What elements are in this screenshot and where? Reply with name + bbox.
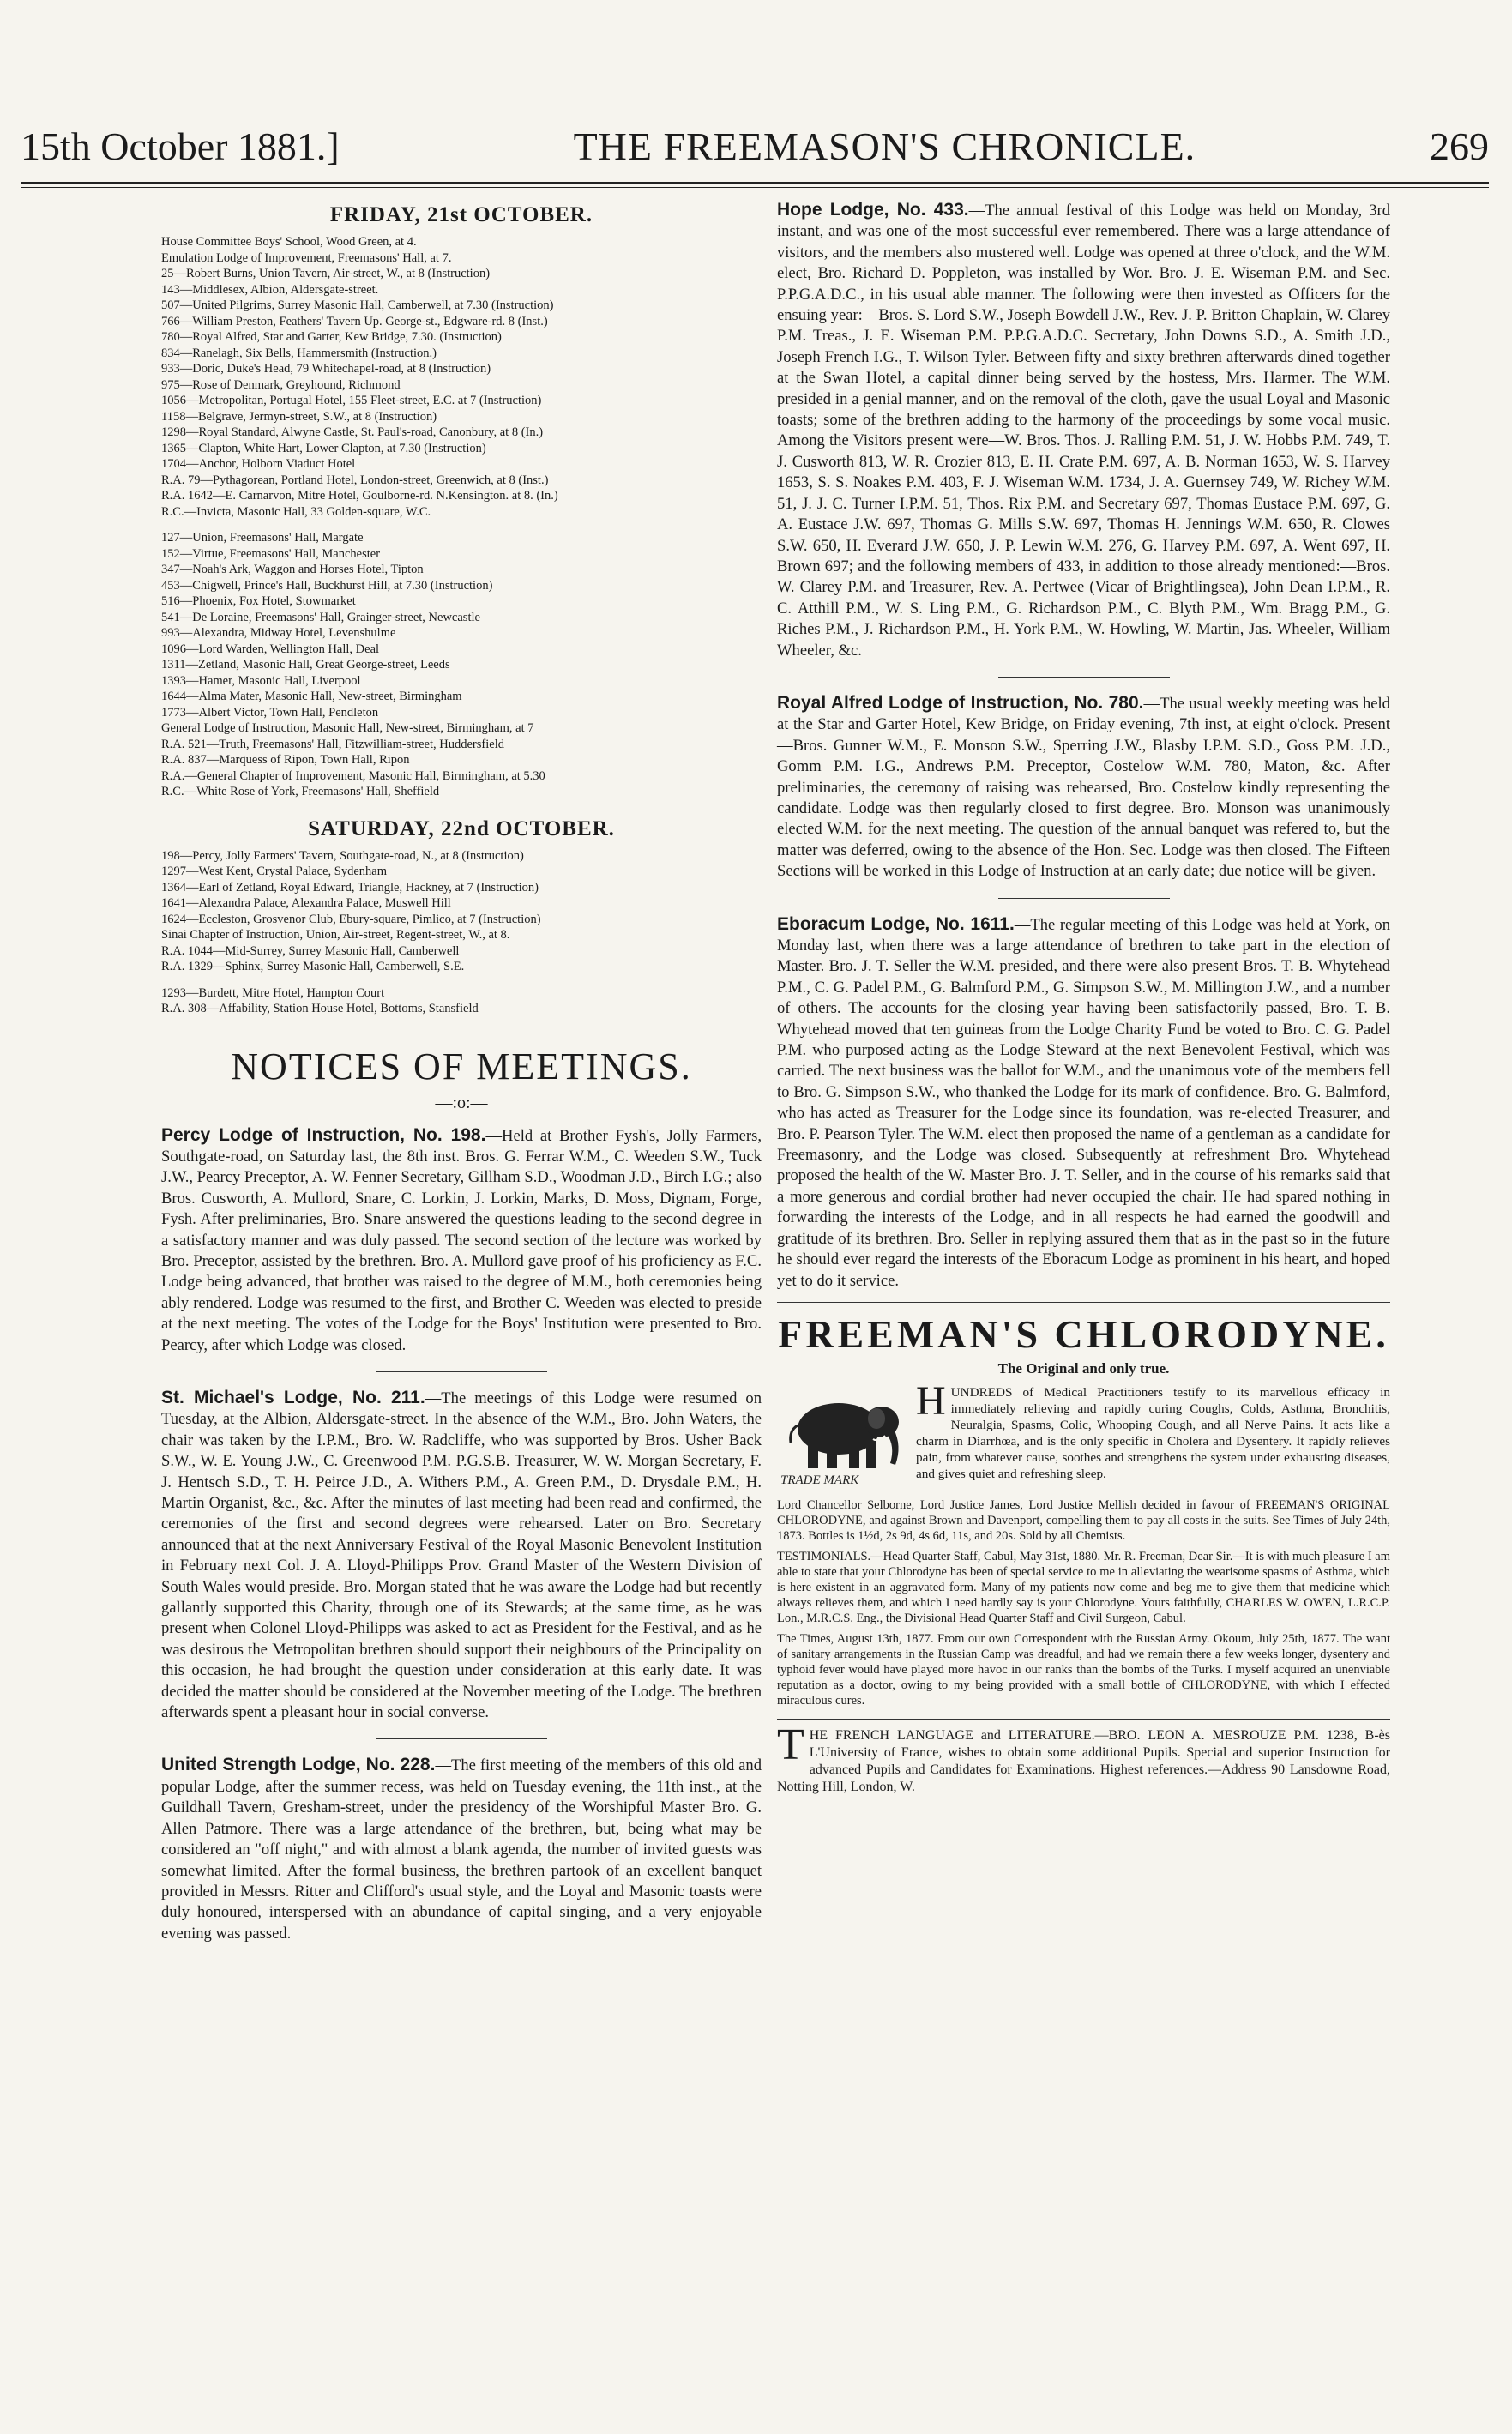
right-column <box>777 193 1390 1796</box>
meeting-line: 993—Alexandra, Midway Hotel, Levenshulme <box>161 626 396 640</box>
saturday-meetings <box>161 848 762 975</box>
article-body: —The regular meeting of this Lodge was held at York, on Monday last, when there was a large attendance of brethren to take part in the election of Master. Bro. J. T. Seller the W.M. presided, and there were also present Bros. T. B. Whytehead P.M., C. G. Padel P.M., G. Balmford P.M., G. Simpson S.W., M. Millington J.W., and a number of others. The accounts for the closing year having been satisfactorily passed, Bro. T. B. Whytehead moved that ten guineas from the Lodge Charity Fund be voted to Bro. C. G. Padel P.M. who purposed acting as the Lodge Steward at the next Benevolent Festival, which was carried. The next business was the ballot for W.M., and the unanimous vote of the members fell to Bro. G. Simpson S.W., who thanked the Lodge for its mark of confidence. Bro. G. Balmford, who has acted as Treasurer for the Lodge since its foundation, was re-elected Treasurer, and Bro. P. Pearson Tyler. The W.M. elect then proposed the name of a gentleman as a candidate for Freemasonry, and the Lodge was closed. Subsequently at refreshment Bro. Whytehead proposed the health of the W. Master Bro. J. T. Seller, and in the course of his remarks said that a more generous and cordial brother had never occupied the chair. He had spared nothing in forwarding the interests of the Lodge, and in all respects he had earned the goodwill and gratitude of its brethren. Bro. Seller in replying assured them that as in the past so in the future he should ever regard the interests of the Eboracum Lodge as prominent in his heart, and hoped yet to do it service. <box>777 915 1390 1290</box>
article-body: —The meetings of this Lodge were resumed on Tuesday, at the Albion, Aldersgate-street. In the absence of the W.M., Bro. John Waters, the chair was taken by the I.P.M., Bro. W. Radcliffe, who was supported by Bros. Usher Back S.W., W. E. Young J.W., C. Greenwood P.M. P.G.S.B. Treasurer, W. W. Morgan Secretary, F. J. Hentsch S.D., T. H. Peirce J.D., A. Withers P.M., A. Green P.M., D. Drysdale P.M., H. Martin Organist, &c., &c. After the minutes of last meeting had been read and confirmed, the ceremonies of the first and second degrees were rehearsed. Later on Bro. Secretary announced that at the next Anniversary Festival of the Royal Masonic Benevolent Institution in February next Col. J. A. Lloyd-Philipps Prov. Grand Master of the Western Division of South Wales would preside. Bro. Morgan stated that he was aware the Lodge had but recently gallantly supported this Charity, through one of its Stewards; at the same time, as he was present when Colonel Lloyd-Philipps was asked to act as President for the Festival, and as he was desirous the Metropolitan brethren should support their neighbours of the Principality on this occasion, he had brought the question under consideration at this early date. It was decided the matter should be considered at the November meeting of the Lodge. The brethren afterwards spent a pleasant hour in social converse. <box>161 1389 762 1722</box>
advert-testimonial-owen: TESTIMONIALS.—Head Quarter Staff, Cabul, May 31st, 1880. Mr. R. Freeman, Dear Sir.—It is with much pleasure I am able to state that your Chlorodyne has been of special service to me in alleviating the wearisome spasms of Asthma, which is here existent in an aggravated form. Many of my patients now come and beg me to give them that medicine which always relieves them, and which I need hardly say is your Chlorodyne. Yours faithfully, CHARLES W. OWEN, L.R.C.P. Lon., M.R.C.S. Eng., the Divisional Head Quarter Staff and Civil Surgeon, Cabul. <box>777 1549 1390 1625</box>
article-lead: Hope Lodge, No. 433. <box>777 200 969 220</box>
article-hope-lodge <box>777 200 1390 661</box>
meeting-line: 1364—Earl of Zetland, Royal Edward, Triangle, Hackney, at 7 (Instruction) <box>161 880 539 895</box>
meeting-line: 1365—Clapton, White Hart, Lower Clapton, at 7.30 (Instruction) <box>161 441 486 455</box>
meeting-line: 834—Ranelagh, Six Bells, Hammersmith (Instruction.) <box>161 346 437 360</box>
publication-title: THE FREEMASON'S CHRONICLE. <box>573 124 1196 168</box>
article-percy-lodge <box>161 1125 762 1356</box>
meeting-line: 1056—Metropolitan, Portugal Hotel, 155 Fleet-street, E.C. at 7 (Instruction) <box>161 394 542 407</box>
meeting-line: 1773—Albert Victor, Town Hall, Pendleton <box>161 705 379 720</box>
meeting-line: 453—Chigwell, Prince's Hall, Buckhurst Hill, at 7.30 (Instruction) <box>161 578 493 593</box>
notices-separator: —:o:— <box>435 1093 488 1112</box>
meeting-line: R.A. 521—Truth, Freemasons' Hall, Fitzwilliam-street, Huddersfield <box>161 737 504 751</box>
advert-body <box>777 1377 1390 1708</box>
meeting-line: 152—Virtue, Freemasons' Hall, Manchester <box>161 546 381 561</box>
meeting-line: R.A.—General Chapter of Improvement, Masonic Hall, Birmingham, at 5.30 <box>161 768 545 783</box>
meeting-line: 933—Doric, Duke's Head, 79 Whitechapel-road, at 8 (Instruction) <box>161 362 491 376</box>
meeting-line: 1644—Alma Mater, Masonic Hall, New-street, Birmingham <box>161 690 462 703</box>
meeting-line: 198—Percy, Jolly Farmers' Tavern, Southgate-road, N., at 8 (Instruction) <box>161 848 524 863</box>
meeting-line: 1311—Zetland, Masonic Hall, Great George-street, Leeds <box>161 658 450 672</box>
article-lead: Percy Lodge of Instruction, No. 198. <box>161 1124 486 1145</box>
article-body: —The first meeting of the members of this old and popular Lodge, after the summer recess, was held on Tuesday evening, the 11th inst., at the Guildhall Tavern, Gresham-street, under the presidency of the Worshipful Master Bro. G. Allen Patmore. There was a large attendance of the brethren, but, being what may be considered an "off night," and with almost a blank agenda, the number of invited guests was somewhat limited. After the formal business, the brethren partook of an excellent banquet provided in Messrs. Ritter and Clifford's usual style, and the Loyal and Masonic toasts were duly honoured, interspersed with an abundance of capital singing, and a very enjoyable evening was passed. <box>161 1756 762 1943</box>
saturday-heading: SATURDAY, 22nd OCTOBER. <box>308 816 615 840</box>
friday-provincial-meetings <box>161 530 762 800</box>
page-number: 269 <box>1429 124 1489 168</box>
meeting-line: R.A. 1044—Mid-Surrey, Surrey Masonic Hall, Camberwell <box>161 943 460 958</box>
meeting-line: 1298—Royal Standard, Alwyne Castle, St. Paul's-road, Canonbury, at 8 (In.) <box>161 425 544 439</box>
elephant-trademark-icon <box>777 1386 906 1489</box>
french-dropcap: T <box>777 1720 804 1769</box>
advert-text: UNDREDS of Medical Practitioners testify to its marvellous efficacy in immediately relieving and rapidly curing Coughs, Colds, Asthma, Bronchitis, Neuralgia, Spasms, Colic, Whooping Cough, and all Nerve Pains. It acts like a charm in Diarrhœa, and is the only specific in Cholera and Dysentery. It rapidly relieves pain, from whatever cause, soothes and strengthens the system under exhausting diseases, and gives quiet and refreshing sleep. <box>916 1384 1390 1481</box>
meeting-line: 143—Middlesex, Albion, Aldersgate-street. <box>161 282 379 297</box>
meeting-line: 1641—Alexandra Palace, Alexandra Palace, Muswell Hill <box>161 896 451 910</box>
advert-testimonial-times: The Times, August 13th, 1877. From our own Correspondent with the Russian Army. Okoum, July 25th, 1877. The want of sanitary arrangements in the Russian Camp was dreadful, and had we remain there a few weeks longer, dysentery and typhoid fever would have played more havoc in our ranks than the bombs of the Turks. I myself acquired an unenviable reputation as a doctor, owing to my being provided with a small bottle of CHLORODYNE, with which I effected miraculous cures. <box>777 1631 1390 1708</box>
notices-heading: NOTICES OF MEETINGS. <box>231 1045 692 1087</box>
french-lessons-advert <box>777 1719 1390 1796</box>
meeting-line: R.C.—Invicta, Masonic Hall, 33 Golden-square, W.C. <box>161 504 431 519</box>
meeting-line: 1158—Belgrave, Jermyn-street, S.W., at 8 (Instruction) <box>161 409 437 424</box>
french-text: HE FRENCH LANGUAGE and LITERATURE.—BRO. LEON A. MESROUZE P.M. 1238, B-ès L'University of France, wishes to obtain some additional Pupils. Special and superior Instruction for advanced Pupils and Candidates for Examinations. Highest references.—Address 90 Lansdowne Road, Notting Hill, London, W. <box>777 1727 1390 1794</box>
advert-subtitle: The Original and only true. <box>997 1359 1170 1377</box>
meeting-line: 1393—Hamer, Masonic Hall, Liverpool <box>161 673 361 688</box>
meeting-line: R.A. 308—Affability, Station House Hotel, Bottoms, Stansfield <box>161 1002 479 1015</box>
friday-meetings <box>161 234 762 520</box>
chlorodyne-advert <box>777 1302 1390 1708</box>
meeting-line: 1704—Anchor, Holborn Viaduct Hotel <box>161 457 356 471</box>
article-lead: United Strength Lodge, No. 228. <box>161 1755 436 1775</box>
article-divider <box>376 1738 547 1739</box>
article-lead: Eboracum Lodge, No. 1611. <box>777 913 1015 934</box>
article-divider <box>998 677 1170 678</box>
advert-dropcap: H <box>916 1377 946 1424</box>
meeting-line: 1293—Burdett, Mitre Hotel, Hampton Court <box>161 985 385 1000</box>
meeting-line: R.C.—White Rose of York, Freemasons' Hall, Sheffield <box>161 785 440 798</box>
saturday-provincial-meetings <box>161 985 762 1017</box>
meeting-line: R.A. 1642—E. Carnarvon, Mitre Hotel, Goulborne-rd. N.Kensington. at 8. (In.) <box>161 489 558 503</box>
meeting-line: R.A. 1329—Sphinx, Surrey Masonic Hall, Camberwell, S.E. <box>161 960 465 973</box>
article-st-michaels-lodge <box>161 1388 762 1724</box>
meeting-line: 1297—West Kent, Crystal Palace, Sydenham <box>161 865 388 878</box>
article-royal-alfred-lodge <box>777 693 1390 883</box>
left-column <box>161 193 762 1944</box>
meeting-line: 766—William Preston, Feathers' Tavern Up. George-st., Edgware-rd. 8 (Inst.) <box>161 314 548 328</box>
meeting-line: 516—Phoenix, Fox Hotel, Stowmarket <box>161 594 356 608</box>
article-body: —The usual weekly meeting was held at the Star and Garter Hotel, Kew Bridge, on Friday evening, 7th inst, at eight o'clock. Present—Bros. Gunner W.M., E. Monson S.W., Sperring J.W., Blasby I.P.M. S.D., Goss P.M. J.D., Gomm P.M. I.G., Andrews P.M. Preceptor, Costelow W.M. 780, Maton, &c. After preliminaries, the ceremony of raising was rehearsed, Bro. Costelow kindly representing the candidate. Lodge was then regularly closed to first degree. Bro. Monson was unanimously elected W.M. for the next meeting. The question of the annual banquet was refered to, but the matter was deferred, owing to the absence of the Hon. Sec. Lodge was then closed. The Fifteen Sections will be worked in this Lodge of Instruction at an early date; due notice will be given. <box>777 694 1390 881</box>
article-body: —The annual festival of this Lodge was held on Monday, 3rd instant, and was one of the most successful ever remembered. There was a large attendance of visitors, and the members also mustered well. Lodge was opened at three o'clock, and the W.M. elect, Bro. Richard D. Poppleton, was installed by Wor. Bro. J. E. Wiseman P.M. and Sec. P.P.G.A.D.C., in his usual able manner. The following were then invested as Officers for the ensuing year:—Bros. S. Lord S.W., Joseph Bowdell J.W., Rev. J. P. Britton Chaplain, W. Clarey P.M. Treas., J. E. Wiseman P.M. P.P.G.A.D.C. Secretary, John Downs S.D., A. Smith J.D., Joseph French I.G., T. Wilson Tyler. Between fifty and sixty brethren afterwards dined together at the Swan Hotel, a capital dinner being served by the hostess, Mrs. Harmer. The W.M. presided in a genial manner, and on the removal of the cloth, gave the usual Loyal and Masonic toasts; some of the brethren adding to the harmony of the proceedings by some vocal music. Among the Visitors present were—W. Bros. Thos. J. Ralling P.M. 51, J. W. Hobbs P.M. 749, T. J. Cusworth 813, W. R. Crozier 813, E. H. Crate P.M. 697, A. B. Norman 1653, W. S. Harvey 1653, S. S. Noakes P.M. 403, F. J. Wiseman W.M. 1734, J. A. Guernsey 749, W. Richey W.M. 51, J. J. C. Turner I.P.M. 51, Thos. Rix P.M. and Secretary 697, Thomas Eustace P.M. 697, G. A. Eustace J.W. 697, Thomas G. Mills S.W. 697, Thomas H. Jennings W.M. 650, R. Clowes S.W. 650, H. Everard J.W. 650, J. P. Lewin W.M. 276, G. Harvey P.M. 697, A. Went 697, H. Brown 697; and the following members of 433, in addition to those already mentioned:—Bros. W. Clarey P.M. and Treasurer, Rev. A. Pertwee (Vicar of Brightlingsea), John Dean I.P.M., R. C. Atthill P.M., W. S. Ling P.M., G. Richardson P.M., C. Blyth P.M., Wm. Bragg P.M., G. Riches P.M., J. Richardson P.M., H. York P.M., W. Howling, W. Martin, Jas. Wheeler, William Wheeler, &c. <box>777 202 1390 660</box>
meeting-line: Sinai Chapter of Instruction, Union, Air-street, Regent-street, W., at 8. <box>161 928 510 942</box>
article-united-strength-lodge <box>161 1755 762 1944</box>
meeting-line: R.A. 837—Marquess of Ripon, Town Hall, Ripon <box>161 753 410 767</box>
friday-heading: FRIDAY, 21st OCTOBER. <box>329 203 593 226</box>
masthead-rule <box>21 182 1489 188</box>
issue-date: 15th October 1881.] <box>21 124 340 168</box>
meeting-line: 507—United Pilgrims, Surrey Masonic Hall, Camberwell, at 7.30 (Instruction) <box>161 298 554 312</box>
meeting-line: R.A. 79—Pythagorean, Portland Hotel, London-street, Greenwich, at 8 (Inst.) <box>161 473 549 487</box>
advert-chancellor-note: Lord Chancellor Selborne, Lord Justice James, Lord Justice Mellish decided in favour of FREEMAN'S ORIGINAL CHLORODYNE, and against Brown and Davenport, compelling them to pay all costs in the suits. See Times of July 24th, 1873. Bottles is 1½d, 2s 9d, 4s 6d, 11s, and 20s. Sold by all Chemists. <box>777 1497 1390 1543</box>
meeting-line: 541—De Loraine, Freemasons' Hall, Grainger-street, Newcastle <box>161 610 480 624</box>
masthead <box>21 124 1489 168</box>
meeting-line: 780—Royal Alfred, Star and Garter, Kew Bridge, 7.30. (Instruction) <box>161 330 502 344</box>
meeting-line: 975—Rose of Denmark, Greyhound, Richmond <box>161 377 401 392</box>
trade-mark-label: TRADE MARK <box>780 1473 859 1487</box>
meeting-line: 347—Noah's Ark, Waggon and Horses Hotel, Tipton <box>161 563 424 576</box>
meeting-line: 1624—Eccleston, Grosvenor Club, Ebury-square, Pimlico, at 7 (Instruction) <box>161 912 541 926</box>
article-body: —Held at Brother Fysh's, Jolly Farmers, Southgate-road, on Saturday last, the 8th inst. Bros. G. Ferrar W.M., C. Weeden S.W., Tuck J.W., Pearcy Preceptor, A. W. Fenner Secretary, Gillham S.D., Woodman J.D., Birch I.G.; also Bros. Cusworth, A. Mullord, Snare, C. Lorkin, J. Lorkin, Marks, D. Moss, Dignam, Forge, Fysh. After preliminaries, Bro. Snare answered the questions leading to the second degree in a satisfactory manner and was duly passed. The second section of the lecture was worked by Bro. Preceptor, assisted by the brethren. Bro. A. Mullord gave proof of his proficiency as F.C. Lodge being advanced, that brother was raised to the degree of M.M., both ceremonies being ably rendered. Lodge was resumed to the first, and Brother C. Weeden was elected to preside at the next meeting. The votes of the Lodge for the Boys' Institution were presented to Bro. Pearcy, after which Lodge was closed. <box>161 1126 762 1354</box>
article-lead: St. Michael's Lodge, No. 211. <box>161 1387 425 1407</box>
article-lead: Royal Alfred Lodge of Instruction, No. 780. <box>777 692 1144 713</box>
meeting-line: 25—Robert Burns, Union Tavern, Air-street, W., at 8 (Instruction) <box>161 267 491 280</box>
article-divider <box>376 1371 547 1372</box>
meeting-line: Emulation Lodge of Improvement, Freemasons' Hall, at 7. <box>161 250 452 265</box>
meeting-line: General Lodge of Instruction, Masonic Hall, New-street, Birmingham, at 7 <box>161 721 534 735</box>
meeting-line: 127—Union, Freemasons' Hall, Margate <box>161 531 364 545</box>
advert-title: FREEMAN'S CHLORODYNE. <box>778 1311 1389 1356</box>
meeting-line: House Committee Boys' School, Wood Green, at 4. <box>161 235 417 249</box>
article-divider <box>998 898 1170 899</box>
article-eboracum-lodge <box>777 914 1390 1292</box>
meeting-line: 1096—Lord Warden, Wellington Hall, Deal <box>161 642 380 656</box>
